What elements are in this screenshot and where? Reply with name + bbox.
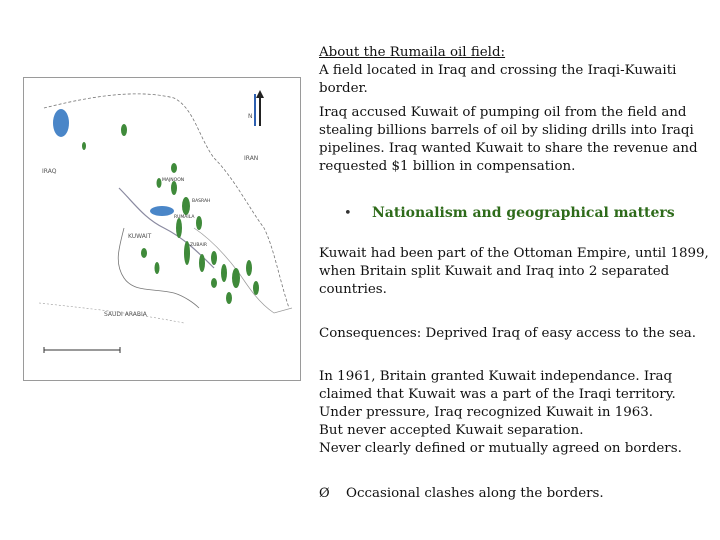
- map-label-saudi: SAUDI ARABIA: [104, 311, 147, 318]
- compass-blue-bar: [254, 94, 256, 126]
- para5-line5: Never clearly defined or mutually agreed on borders.: [319, 441, 682, 456]
- para5-line2: claimed that Kuwait was a part of the Iraqi territory.: [319, 387, 676, 402]
- para2-line1: Iraq accused Kuwait of pumping oil from the field and: [319, 105, 687, 120]
- map-label-iraq: IRAQ: [42, 168, 57, 175]
- consequences-line: Consequences: Deprived Iraq of easy access to the sea.: [319, 326, 696, 341]
- arrow-bullet: Ø: [319, 486, 330, 501]
- para3-line3: countries.: [319, 282, 387, 297]
- north-label: N: [248, 113, 253, 120]
- map-label-basrah: BASRAH: [192, 199, 211, 204]
- map-label-majnoon: MAJNOON: [162, 178, 185, 183]
- map-svg: [24, 78, 300, 380]
- para3-line2: when Britain split Kuwait and Iraq into 2 separated: [319, 264, 670, 279]
- gulf-coast: [194, 228, 292, 313]
- heading-bullet: •: [344, 206, 352, 221]
- para2-line2: stealing billions barrels of oil by sliding drills into Iraqi: [319, 123, 694, 138]
- para2-line3: pipelines. Iraq wanted Kuwait to share the revenue and: [319, 141, 698, 156]
- section-title: About the Rumaila oil field:: [319, 45, 506, 60]
- para3-line1: Kuwait had been part of the Ottoman Empire, until 1899,: [319, 246, 709, 261]
- para5-line3: Under pressure, Iraq recognized Kuwait in 1963.: [319, 405, 654, 420]
- map-label-rumaila: RUMAILA: [174, 215, 195, 220]
- para2-line4: requested $1 billion in compensation.: [319, 159, 576, 174]
- para5-line4: But never accepted Kuwait separation.: [319, 423, 584, 438]
- map-label-zubair: ZUBAIR: [190, 243, 207, 248]
- north-arrowhead: [256, 90, 264, 98]
- marsh-water: [150, 206, 174, 216]
- final-point: Occasional clashes along the borders.: [346, 486, 604, 501]
- lake-water: [53, 109, 69, 137]
- oil-field-map: [23, 77, 301, 381]
- iran-border: [44, 94, 289, 308]
- map-label-kuwait: KUWAIT: [128, 233, 152, 240]
- para5-line1: In 1961, Britain granted Kuwait independance. Iraq: [319, 369, 673, 384]
- para1-line2: border.: [319, 81, 368, 96]
- section-heading: Nationalism and geographical matters: [372, 205, 675, 221]
- map-label-iran: IRAN: [244, 155, 259, 162]
- para1-line1: A field located in Iraq and crossing the Iraqi-Kuwaiti: [319, 63, 677, 78]
